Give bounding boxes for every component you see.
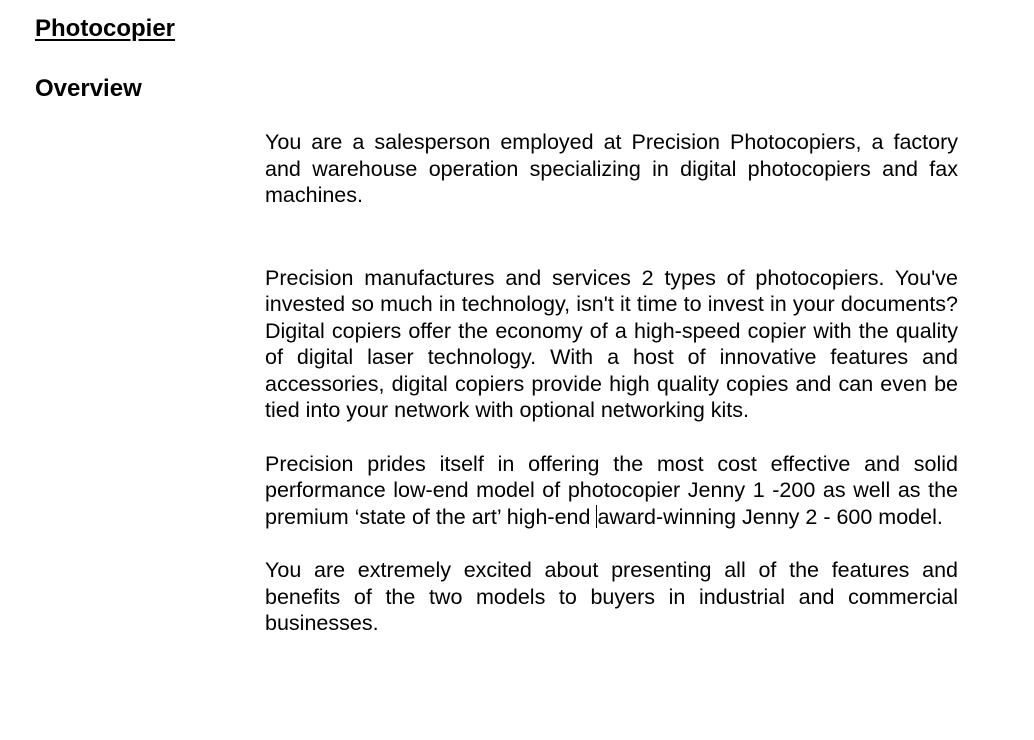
paragraph-intro[interactable]: You are a salesperson employed at Precision Photocopiers, a factory and warehouse operation specializing in digital photocopiers and fax machines. xyxy=(265,130,958,207)
section-heading-overview: Overview xyxy=(35,75,142,102)
paragraph-models[interactable] xyxy=(265,451,958,531)
paragraph-models-text-after: award-winning Jenny 2 - 600 model. xyxy=(597,504,943,529)
document-body[interactable] xyxy=(265,129,958,637)
paragraph-models-text-before: Precision prides itself in offering the most cost effective and solid performance low-end model of photocopier Jenny 1 -200 as well as the premium ‘state of the art’ high-end xyxy=(265,451,958,529)
document-title: Photocopier xyxy=(35,15,176,42)
paragraph-presentation[interactable]: You are extremely excited about presenting all of the features and benefits of the two models to buyers in industrial and commercial businesses. xyxy=(265,558,958,635)
paragraph-products[interactable]: Precision manufactures and services 2 types of photocopiers. You've invested so much in technology, isn't it time to invest in your documents? Digital copiers offer the economy of a high-speed copier with the quality of digital laser technology. With a host of innovative features and accessories, digital copiers provide high quality copies and can even be tied into your network with optional networking kits. xyxy=(265,265,958,422)
